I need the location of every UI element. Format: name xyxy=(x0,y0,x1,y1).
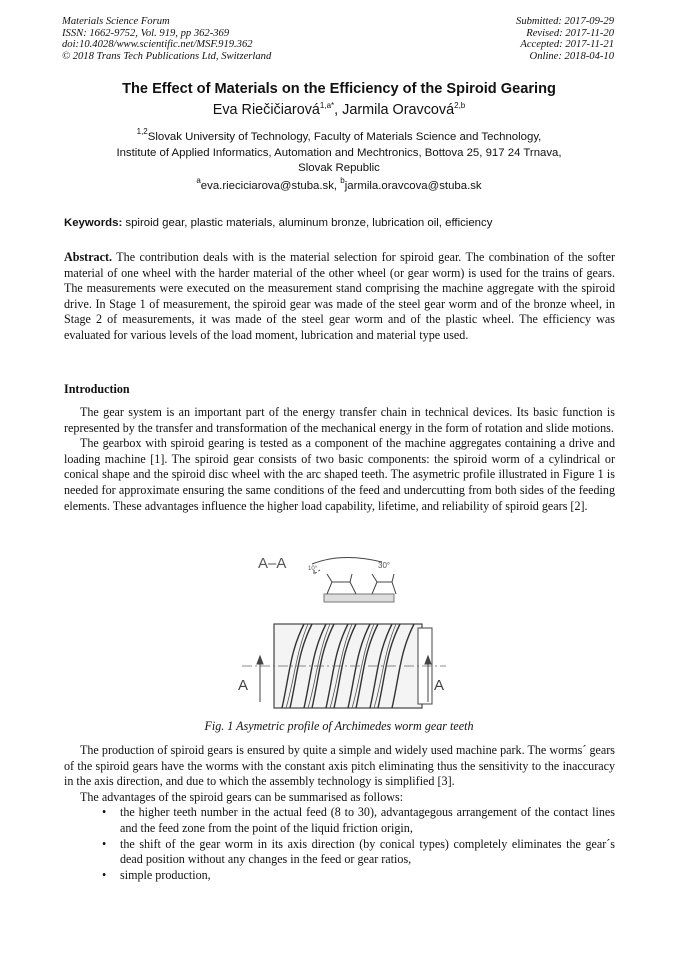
affiliation xyxy=(0,127,678,177)
publication-dates xyxy=(516,16,614,62)
journal-copyright: © 2018 Trans Tech Publications Ltd, Switzerland xyxy=(62,50,272,62)
figure-section-label: A–A xyxy=(258,555,287,572)
author-emails xyxy=(0,176,678,192)
keywords xyxy=(64,217,616,229)
journal-issn: ISSN: 1662-9752, Vol. 919, pp 362-369 xyxy=(62,27,230,39)
author-line xyxy=(0,102,678,118)
author-2-affil: 2,b xyxy=(454,101,466,110)
email-b: jarmila.oravcova@stuba.sk xyxy=(344,180,482,192)
email-a-sup: a xyxy=(196,176,201,185)
date-revised: Revised: 2017-11-20 xyxy=(526,27,614,39)
keywords-label: Keywords: xyxy=(64,217,123,229)
date-online: Online: 2018-04-10 xyxy=(529,50,614,62)
list-item-text: the shift of the gear worm in its axis direction (by conical types) completely eliminates the gear´s dead position without any changes in the feed or gear ratios, xyxy=(120,836,615,867)
list-item xyxy=(64,868,615,884)
marker-right: A xyxy=(434,677,445,694)
abstract-text: The contribution deals with is the material selection for spiroid gear. The combination of the softer material of one wheel with the harder material of the other wheel (or gear worm) is used for the trains of gears. The measurements were executed on the measurement stand comprising the machine aggregate with the spiroid drive. In Stage 1 of measurement, the spiroid gear was made of the steel gear worm and of the bronze wheel, in Stage 2 of measurements, it was made of the steel gear worm and of the plastic wheel. The efficiency was evaluated for various levels of the load moment, lubrication and material type used. xyxy=(64,250,615,342)
email-b-sup: b xyxy=(340,176,345,185)
worm-shaft xyxy=(242,624,446,708)
journal-info xyxy=(62,16,271,62)
section-heading-introduction: Introduction xyxy=(64,382,130,396)
email-a: eva.rieciciarova@stuba.sk xyxy=(200,180,334,192)
bullet-glyph: • xyxy=(102,805,107,820)
author-1-affil: 1,a* xyxy=(319,101,335,110)
keywords-text: spiroid gear, plastic materials, aluminum bronze, lubrication oil, efficiency xyxy=(122,217,493,229)
advantages-list xyxy=(64,805,615,883)
journal-doi: doi:10.4028/www.scientific.net/MSF.919.362 xyxy=(62,39,253,51)
body-paragraph-3: The production of spiroid gears is ensured by quite a simple and widely used machine park. The worms´ gears of the spiroid gears have the worms with the constant axis pitch eliminating thus the sensitivity to the inaccuracy in the axis direction, and due to which the assembly technology is simplified [3]. xyxy=(64,743,615,789)
continuation-body xyxy=(64,743,615,883)
figure-1-caption: Fig. 1 Asymetric profile of Archimedes worm gear teeth xyxy=(204,719,474,733)
figure-1-worm-gear xyxy=(232,552,452,712)
affiliation-line-3: Slovak Republic xyxy=(298,162,380,175)
paper-title: The Effect of Materials on the Efficiency of the Spiroid Gearing xyxy=(122,81,556,97)
author-separator: , xyxy=(334,102,343,118)
bullet-glyph: • xyxy=(102,836,107,851)
bullet-glyph: • xyxy=(102,867,107,882)
date-submitted: Submitted: 2017-09-29 xyxy=(516,16,614,27)
affiliation-line-1: Slovak University of Technology, Faculty of Materials Science and Technology, xyxy=(147,131,542,143)
intro-paragraph-1: The gear system is an important part of the energy transfer chain in technical devices. Its basic function is represented by the transfer and transformation of the mechanical energy in the form of rotation and slide motions. xyxy=(64,405,615,435)
affiliation-sup: 1,2 xyxy=(136,127,148,136)
author-1-name: Eva Riečičiarová xyxy=(212,102,320,118)
body-paragraph-4: The advantages of the spiroid gears can be summarised as follows: xyxy=(80,789,404,804)
figure-angle-left: 10° xyxy=(308,566,318,572)
marker-left: A xyxy=(238,677,249,694)
journal-name: Materials Science Forum xyxy=(62,16,170,27)
list-item xyxy=(64,805,615,836)
figure-angle-right: 30° xyxy=(378,561,391,570)
abstract xyxy=(64,250,615,344)
email-separator: , xyxy=(333,180,341,192)
author-2-name: Jarmila Oravcová xyxy=(342,102,455,118)
abstract-label: Abstract. xyxy=(64,250,113,264)
list-item-text: simple production, xyxy=(120,867,211,882)
introduction-body xyxy=(64,405,615,514)
date-accepted: Accepted: 2017-11-21 xyxy=(520,39,614,51)
affiliation-line-2: Institute of Applied Informatics, Automation and Mechtronics, Bottova 25, 917 24 Trnava, xyxy=(116,146,562,159)
intro-paragraph-2: The gearbox with spiroid gearing is tested as a component of the machine aggregates containing a drive and loading machine [1]. The spiroid gear consists of two basic components: the spiroid worm of a cylindrical or conical shape and the spiroid disc wheel with the arc shaped teeth. The asymetric profile illustrated in Figure 1 is needed for approximate ensuring the same conditions of the feed and undercutting from both sides of the feeding elements. These advantages influence the higher load capability, lifetime, and reliability of spiroid gears [2]. xyxy=(64,436,615,513)
list-item xyxy=(64,837,615,868)
list-item-text: the higher teeth number in the actual feed (8 to 30), advantagegous arrangement of the contact lines and the feed zone from the point of the liquid friction origin, xyxy=(120,805,615,835)
